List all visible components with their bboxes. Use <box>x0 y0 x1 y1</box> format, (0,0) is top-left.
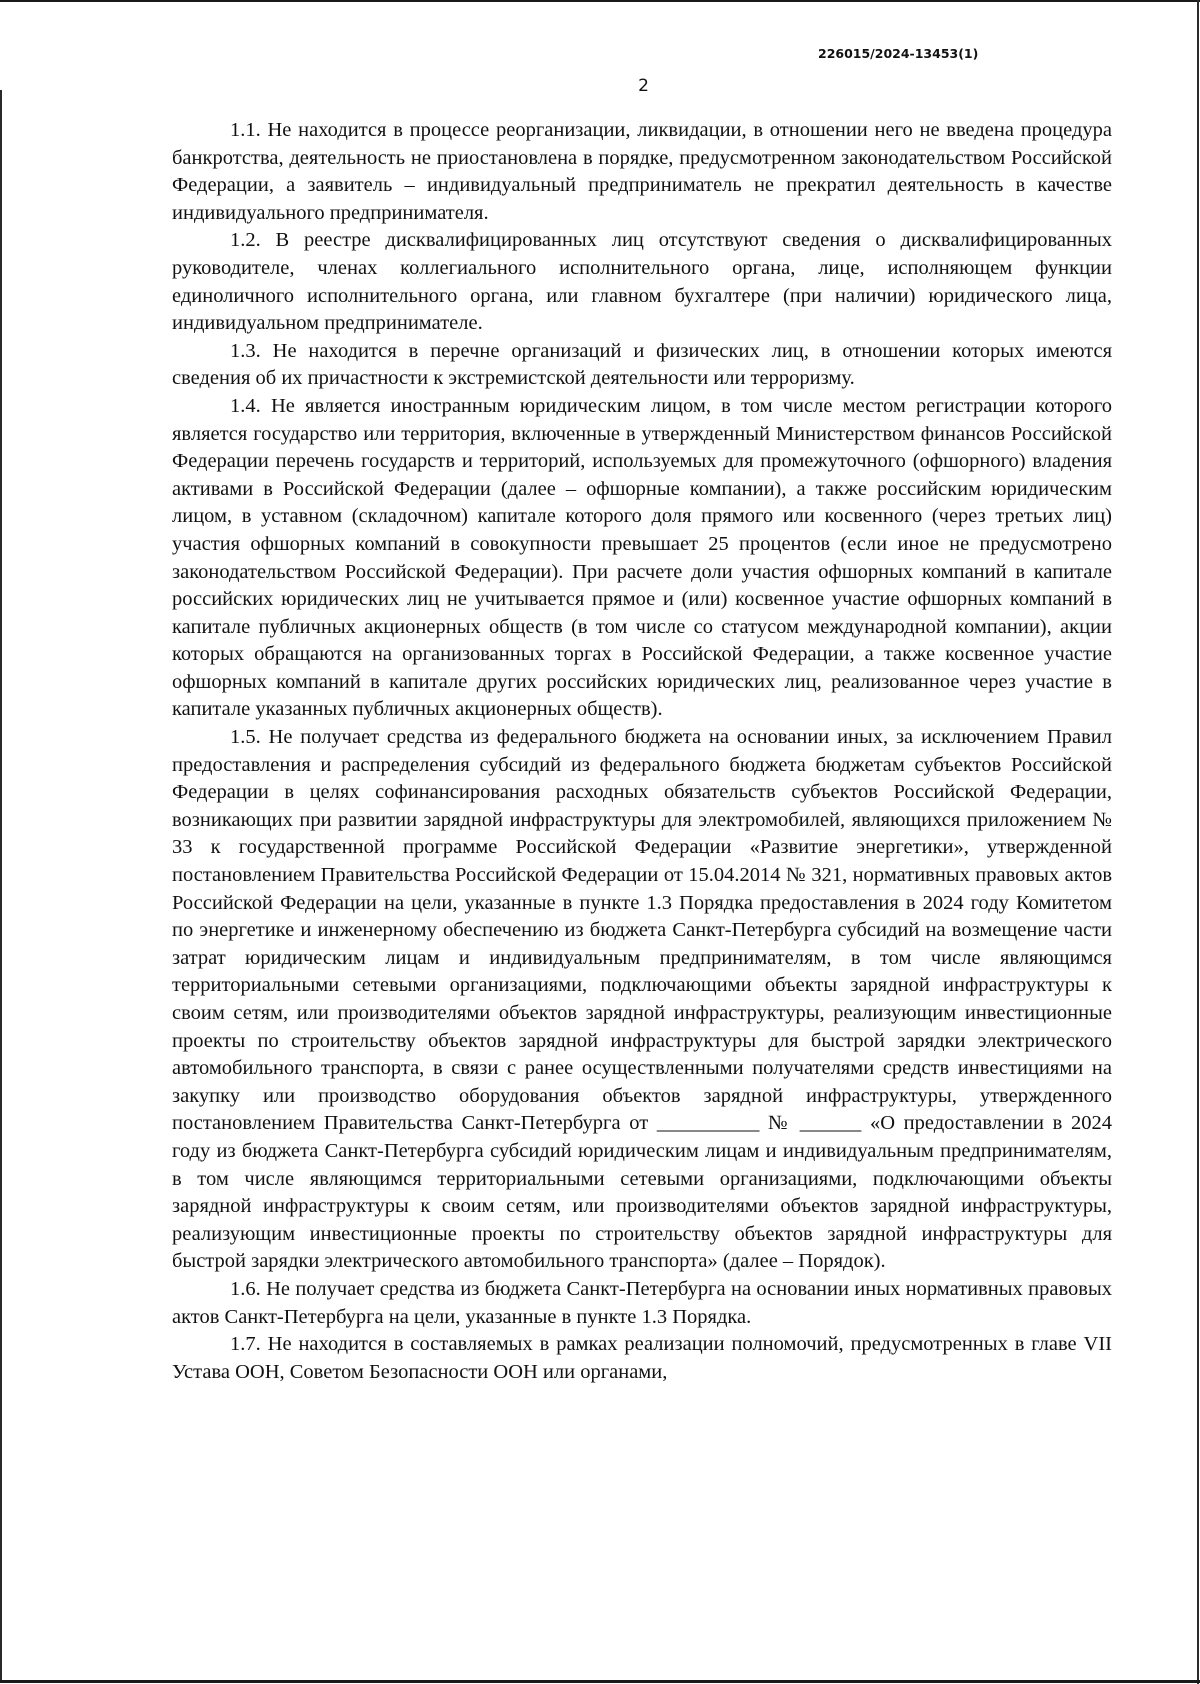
scan-left-border <box>0 90 2 1680</box>
document-body <box>172 117 1112 1386</box>
document-registration-number: 226015/2024-13453(1) <box>818 46 979 61</box>
scan-bottom-border <box>0 1680 1200 1683</box>
clause-1-3: 1.3. Не находится в перечне организаций и физических лиц, в отношении которых имеются сведения об их причастности к экстремистской деятельности или терроризму. <box>172 339 1112 390</box>
clause-1-2: 1.2. В реестре дисквалифицированных лиц отсутствуют сведения о дисквалифицированных руководителе, членах коллегиального исполнительного органа, лице, исполняющем функции единоличного исполнительного органа, или главном бухгалтере (при наличии) юридического лица, индивидуальном предпринимателе. <box>172 229 1112 335</box>
page-number: 2 <box>638 76 649 96</box>
clause-1-4: 1.4. Не является иностранным юридическим лицом, в том числе местом регистрации которого является государство или территория, включенные в утвержденный Министерством финансов Российской Федерации перечень государств и территорий, используемых для промежуточного (офшорного) владения активами в Российской Федерации (далее – офшорные компании), а также российским юридическим лицом, в уставном (складочном) капитале которого доля прямого или косвенного (через третьих лиц) участия офшорных компаний в совокупности превышает 25 процентов (если иное не предусмотрено законодательством Российской Федерации). При расчете доли участия офшорных компаний в капитале российских юридических лиц не учитывается прямое и (или) косвенное участие офшорных компаний в капитале публичных акционерных обществ (в том числе со статусом международной компании), акции которых обращаются на организованных торгах в Российской Федерации, а также косвенное участие офшорных компаний в капитале других российских юридических лиц, реализованное через участие в капитале указанных публичных акционерных обществ). <box>172 394 1112 721</box>
clause-1-7: 1.7. Не находится в составляемых в рамках реализации полномочий, предусмотренных в главе VII Устава ООН, Советом Безопасности ООН или органами, <box>172 1333 1112 1383</box>
scan-right-border <box>1197 0 1199 1684</box>
clause-1-1: 1.1. Не находится в процессе реорганизации, ликвидации, в отношении него не введена процедура банкротства, деятельность не приостановлена в порядке, предусмотренном законодательством Российской Федерации, а заявитель – индивидуальный предприниматель не прекратил деятельность в качестве индивидуального предпринимателя. <box>172 119 1112 224</box>
clause-1-6: 1.6. Не получает средства из бюджета Санкт-Петербурга на основании иных нормативных правовых актов Санкт-Петербурга на цели, указанные в пункте 1.3 Порядка. <box>172 1277 1112 1328</box>
clause-1-5: 1.5. Не получает средства из федерального бюджета на основании иных, за исключением Правил предоставления и распределения субсидий из федерального бюджета бюджетам субъектов Российской Федерации в целях софинансирования расходных обязательств субъектов Российской Федерации, возникающих при развитии зарядной инфраструктуры для электромобилей, являющихся приложением № 33 к государственной программе Российской Федерации «Развитие энергетики», утвержденной постановлением Правительства Российской Федерации от 15.04.2014 № 321, нормативных правовых актов Российской Федерации на цели, указанные в пункте 1.3 Порядка предоставления в 2024 году Комитетом по энергетике и инженерному обеспечению из бюджета Санкт-Петербурга субсидий на возмещение части затрат юридическим лицам и индивидуальным предпринимателям, в том числе являющимся территориальными сетевыми организациями, подключающими объекты зарядной инфраструктуры к своим сетям, или производителями объектов зарядной инфраструктуры, реализующим инвестиционные проекты по строительству объектов зарядной инфраструктуры для быстрой зарядки электрического автомобильного транспорта, в связи с ранее осуществленными получателями средств инвестициями на закупку или производство оборудования объектов зарядной инфраструктуры, утвержденного постановлением Правительства Санкт-Петербурга от __________ № ______ «О предоставлении в 2024 году из бюджета Санкт-Петербурга субсидий юридическим лицам и индивидуальным предпринимателям, в том числе являющимся территориальными сетевыми организациями, подключающими объекты зарядной инфраструктуры к своим сетям, или производителями объектов зарядной инфраструктуры, реализующим инвестиционные проекты по строительству объектов зарядной инфраструктуры для быстрой зарядки электрического автомобильного транспорта» (далее – Порядок). <box>172 726 1112 1273</box>
scan-top-border <box>0 0 1200 2</box>
